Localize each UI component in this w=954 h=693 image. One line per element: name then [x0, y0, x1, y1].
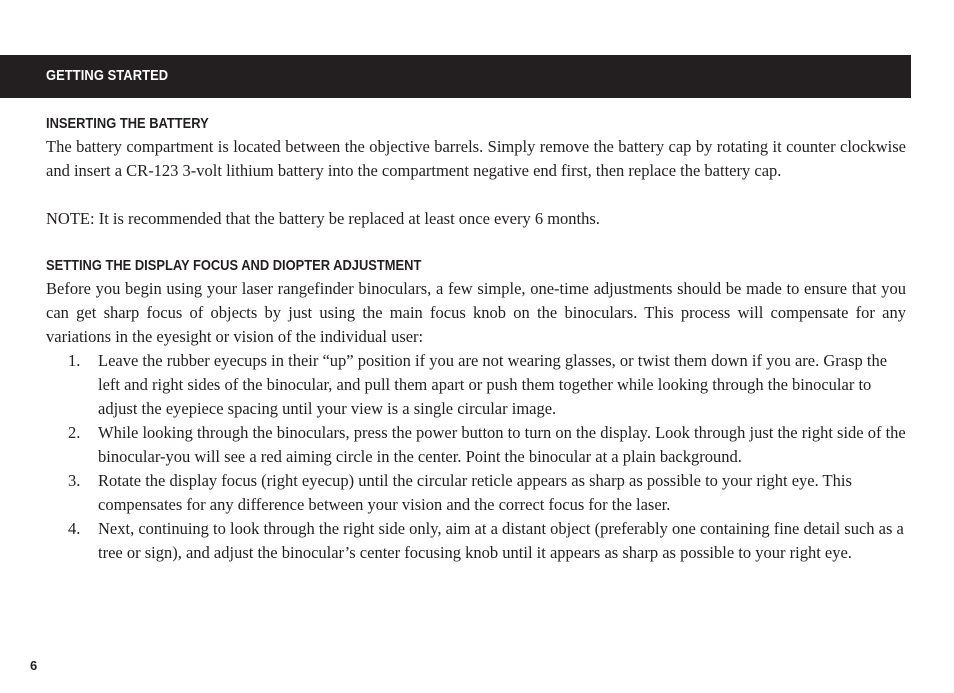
battery-heading: INSERTING THE BATTERY [46, 115, 209, 132]
focus-heading: SETTING THE DISPLAY FOCUS AND DIOPTER ADJUSTMENT [46, 257, 422, 274]
step-number: 1. [68, 351, 81, 370]
step-item [46, 469, 906, 517]
step-item [46, 421, 906, 469]
step-text: While looking through the binoculars, press the power button to turn on the display. Look through just the right side of the binocular-you will see a red aiming circle in the center. Point the binocular at a plain background. [98, 423, 906, 466]
step-number: 3. [68, 471, 81, 490]
section-title: GETTING STARTED [46, 67, 169, 84]
step-number: 4. [68, 519, 81, 538]
page-number: 6 [30, 658, 38, 673]
focus-intro: Before you begin using your laser rangefinder binoculars, a few simple, one-time adjustments should be made to ensure that you can get sharp focus of objects by just using the main focus knob on the binoculars. This process will compensate for any variations in the eyesight or vision of the individual user: [46, 279, 906, 346]
step-item [46, 517, 906, 565]
step-number: 2. [68, 423, 81, 442]
focus-steps-list [46, 349, 906, 565]
step-item [46, 349, 906, 421]
step-text: Leave the rubber eyecups in their “up” position if you are not wearing glasses, or twist them down if you are. Grasp the left and right sides of the binocular, and pull them apart or push them together while looking through the binocular to adjust the eyepiece spacing until your view is a single circular image. [98, 351, 888, 418]
page-content [46, 113, 906, 565]
step-text: Next, continuing to look through the right side only, aim at a distant object (preferably one containing fine detail such as a tree or sign), and adjust the binocular’s center focusing knob until it appears as sharp as possible to your right eye. [98, 519, 904, 562]
step-text: Rotate the display focus (right eyecup) until the circular reticle appears as sharp as possible to your right eye. This compensates for any difference between your vision and the correct focus for the laser. [98, 471, 852, 514]
battery-note: NOTE: It is recommended that the battery be replaced at least once every 6 months. [46, 209, 600, 228]
section-header-bar [0, 55, 911, 98]
battery-instructions: The battery compartment is located between the objective barrels. Simply remove the battery cap by rotating it counter clockwise and insert a CR-123 3-volt lithium battery into the compartment negative end first, then replace the battery cap. [46, 137, 906, 180]
